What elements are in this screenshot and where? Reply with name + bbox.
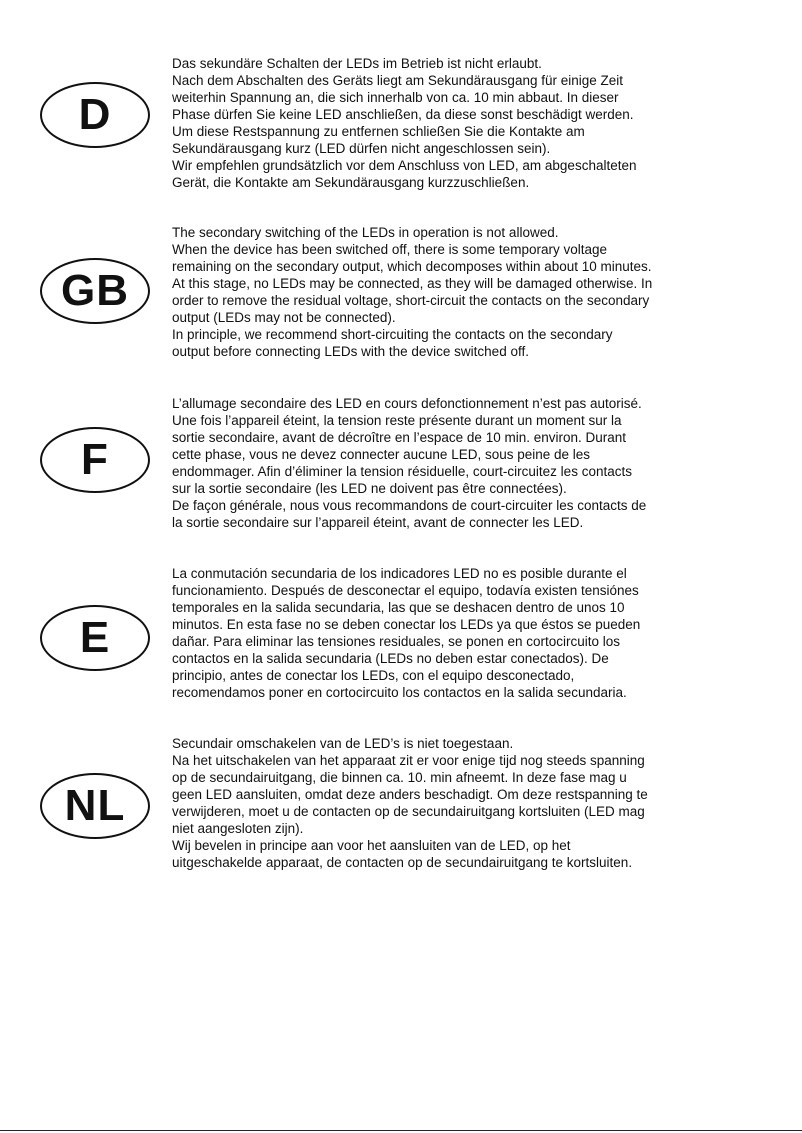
text-line: Wir empfehlen grundsätzlich vor dem Anschluss von LED, am abgeschalteten	[172, 158, 637, 173]
language-code: E	[79, 613, 111, 662]
text-line: Une fois l’appareil éteint, la tension reste présente durant un moment sur la	[172, 413, 622, 428]
text-line: weiterhin Spannung an, die sich innerhalb von ca. 10 min abbaut. In dieser	[172, 90, 619, 105]
text-line: At this stage, no LEDs may be connected, as they will be damaged otherwise. In	[172, 276, 653, 291]
language-code: D	[78, 90, 112, 139]
text-line: temporales en la salida secundaria, las que se deshacen dentro de unos 10	[172, 600, 625, 615]
text-line: L’allumage secondaire des LED en cours defonctionnement n’est pas autorisé.	[172, 396, 642, 411]
text-line: endommager. Afin d’éliminer la tension résiduelle, court-circuitez les contacts	[172, 464, 632, 479]
language-badge-fr	[40, 427, 150, 493]
language-code: F	[81, 435, 109, 484]
text-line: Das sekundäre Schalten der LEDs im Betrieb ist nicht erlaubt.	[172, 56, 542, 71]
text-line: La conmutación secundaria de los indicadores LED no es posible durante el	[172, 566, 627, 581]
page-bottom-rule	[0, 1130, 802, 1131]
text-line: op de secundairuitgang, die binnen ca. 10. min afneemt. In deze fase mag u	[172, 770, 627, 785]
text-line: remaining on the secondary output, which decomposes within about 10 minutes.	[172, 259, 652, 274]
text-line: funcionamiento. Después de desconectar el equipo, todavía existen tensiónes	[172, 583, 639, 598]
text-line: output before connecting LEDs with the device switched off.	[172, 344, 529, 359]
language-badge-de	[40, 82, 150, 148]
text-line: minutos. En esta fase no se deben conectar los LEDs ya que éstos se pueden	[172, 617, 641, 632]
text-line: dañar. Para eliminar las tensiones residuales, se ponen en cortocircuito los	[172, 634, 620, 649]
text-line: geen LED aansluiten, omdat deze anders beschadigt. Om deze restspanning te	[172, 787, 648, 802]
text-line: principio, antes de conectar los LEDs, con el equipo desconectado,	[172, 668, 575, 683]
text-line: output (LEDs may not be connected).	[172, 310, 396, 325]
notice-text-es	[172, 565, 700, 701]
text-line: contactos en la salida secundaria (LEDs no deben estar conectados). De	[172, 651, 609, 666]
language-code: GB	[61, 266, 129, 315]
text-line: la sortie secondaire sur l’appareil éteint, avant de connecter les LED.	[172, 515, 584, 530]
language-badge-es	[40, 605, 150, 671]
text-line: The secondary switching of the LEDs in operation is not allowed.	[172, 225, 559, 240]
text-line: Gerät, die Kontakte am Sekundärausgang kurzzuschließen.	[172, 175, 530, 190]
language-code: NL	[64, 781, 126, 830]
text-line: Phase dürfen Sie keine LED anschließen, da diese sonst beschädigt werden.	[172, 107, 634, 122]
text-line: Wij bevelen in principe aan voor het aansluiten van de LED, op het	[172, 838, 571, 853]
text-line: De façon générale, nous vous recommandons de court-circuiter les contacts de	[172, 498, 647, 513]
text-line: Um diese Restspannung zu entfernen schließen Sie die Kontakte am	[172, 124, 585, 139]
text-line: recomendamos poner en cortocircuito los contactos en la salida secundaria.	[172, 685, 627, 700]
text-line: Nach dem Abschalten des Geräts liegt am Sekundärausgang für einige Zeit	[172, 73, 624, 88]
text-line: Sekundärausgang kurz (LED dürfen nicht angeschlossen sein).	[172, 141, 551, 156]
text-line: Secundair omschakelen van de LED’s is niet toegestaan.	[172, 736, 514, 751]
text-line: uitgeschakelde apparaat, de contacten op de secundairuitgang te kortsluiten.	[172, 855, 633, 870]
notice-text-de	[172, 55, 700, 191]
text-line: In principle, we recommend short-circuiting the contacts on the secondary	[172, 327, 613, 342]
text-line: niet aangesloten zijn).	[172, 821, 304, 836]
text-line: cette phase, vous ne devez connecter aucune LED, sous peine de les	[172, 447, 591, 462]
text-line: Na het uitschakelen van het apparaat zit er voor enige tijd nog steeds spanning	[172, 753, 645, 768]
language-badge-nl	[40, 773, 150, 839]
text-line: When the device has been switched off, there is some temporary voltage	[172, 242, 607, 257]
notice-text-gb	[172, 224, 700, 360]
text-line: sortie secondaire, avant de décroître en l’espace de 10 min. environ. Durant	[172, 430, 627, 445]
text-line: order to remove the residual voltage, short-circuit the contacts on the secondary	[172, 293, 650, 308]
language-badge-gb	[40, 258, 150, 324]
text-line: sur la sortie secondaire (les LED ne doivent pas être connectées).	[172, 481, 567, 496]
notice-text-nl	[172, 735, 700, 871]
text-line: verwijderen, moet u de contacten op de secundairuitgang kortsluiten (LED mag	[172, 804, 645, 819]
notice-text-fr	[172, 395, 700, 531]
